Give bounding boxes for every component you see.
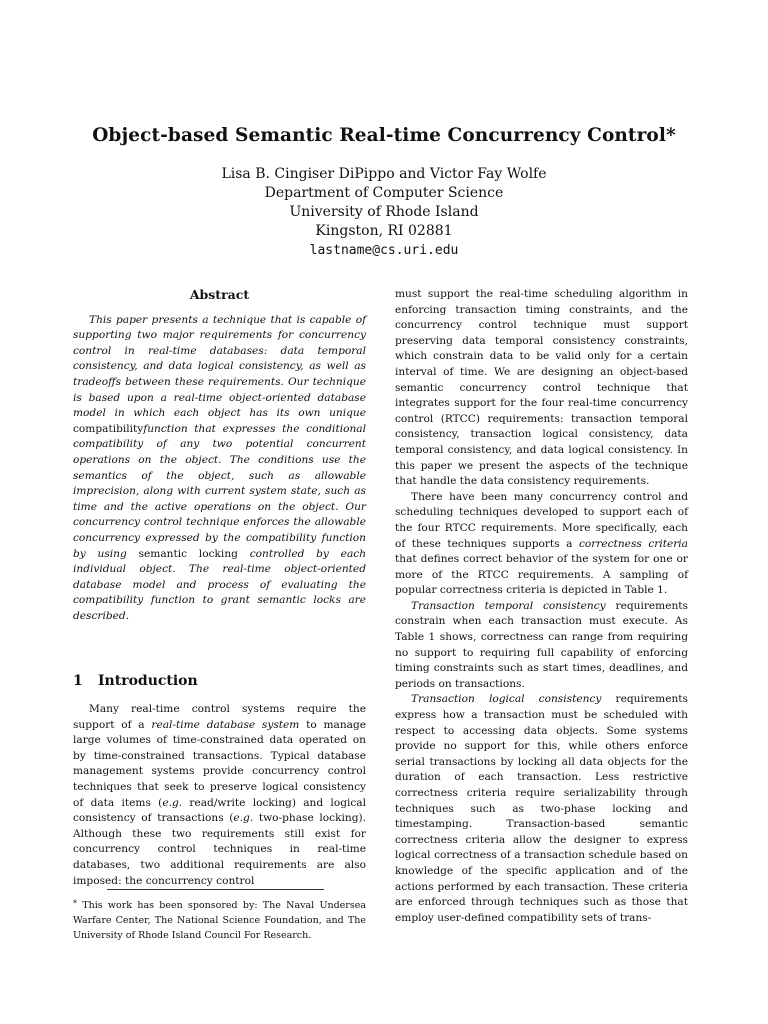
footnote-divider (107, 889, 324, 890)
department: Department of Computer Science (264, 185, 504, 201)
right-paragraph-3: Transaction temporal consistency requirements constrain when each transaction must execute. As Table 1 shows, correctness can range from requiring no support to requiring full capability of enforcing timing constraints such as start times, deadlines, and periods on transactions. (395, 599, 688, 690)
right-paragraph-1: must support the real-time scheduling algorithm in enforcing transaction timing constraints, and the concurrency control technique must support preserving data temporal consistency constraints, which constrain data to be valid only for a certain interval of time. We are designing an object-based semantic concurrency control technique that integrates support for the four real-time concurrency control (RTCC) requirements: transaction temporal consistency, transaction logical consistency, data temporal consistency, and data logical consistency. In this paper we present the aspects of the technique that handle the data consistency requirements. (395, 288, 688, 488)
right-paragraph-2: There have been many concurrency control and scheduling techniques developed to support each of the four RTCC requirements. More specifically, each of these techniques supports a correctness criteria that defines correct behavior of the system for one or more of the RTCC requirements. A sampling of popular correctness criteria is depicted in Table 1. (395, 490, 688, 597)
footnote: * This work has been sponsored by: The Naval Undersea Warfare Center, The National Science Foundation, and The University of Rhode Island Council For Research. (73, 899, 366, 942)
section-number: 1 (73, 673, 83, 690)
left-column (73, 287, 366, 943)
author-block (0, 165, 768, 260)
abstract-text: This paper presents a technique that is capable of supporting two major requirements for concurrency control in real-time databases: data temporal consistency, and data logical consistency, as well as tradeoffs between these requirements. Our technique is based upon a real-time object-oriented database model in which each object has its own unique compatibilityfunction that expresses the conditional compatibility of any two potential concurrent operations on the object. The conditions use the semantics of the object, such as allowable imprecision, along with current system state, such as time and the active operations on the object. Our concurrency control technique enforces the allowable concurrency expressed by the compatibility function by using semantic locking controlled by each individual object. The real-time object-oriented database model and process of evaluating the compatibility function to grant semantic locks are described. (73, 313, 367, 622)
right-paragraph-4: Transaction logical consistency requirements express how a transaction must be scheduled with respect to accessing data objects. Some systems provide no support for this, while others enforce serial transactions by locking all data objects for the duration of each transaction. Less restrictive correctness criteria require serializability through techniques such as two-phase locking and timestamping. Transaction-based semantic correctness criteria allow the designer to express logical correctness of a transaction schedule based on knowledge of the specific application and of the actions performed by each transaction. These criteria are enforced through techniques such as those that employ user-defined compatibility sets of trans- (395, 693, 688, 924)
section-heading-introduction (73, 674, 366, 690)
intro-paragraph: Many real-time control systems require the support of a real-time database system to manage large volumes of time-constrained data operated on by time-constrained transactions. Typical database management systems provide concurrency control techniques that seek to preserve logical consistency of data items (e.g. read/write locking) and logical consistency of transactions (e.g. two-phase locking). Although these two requirements still exist for concurrency control techniques in real-time databases, two additional requirements are also imposed: the concurrency control (73, 703, 367, 887)
author-email: lastname@cs.uri.edu (309, 243, 459, 258)
location: Kingston, RI 02881 (315, 223, 453, 239)
right-column (395, 287, 688, 926)
paper-title: Object-based Semantic Real-time Concurrency Control* (92, 125, 676, 146)
abstract-heading: Abstract (189, 287, 250, 302)
author-names: Lisa B. Cingiser DiPippo and Victor Fay Wolfe (221, 166, 547, 182)
university: University of Rhode Island (289, 204, 479, 220)
section-title: Introduction (98, 673, 198, 690)
